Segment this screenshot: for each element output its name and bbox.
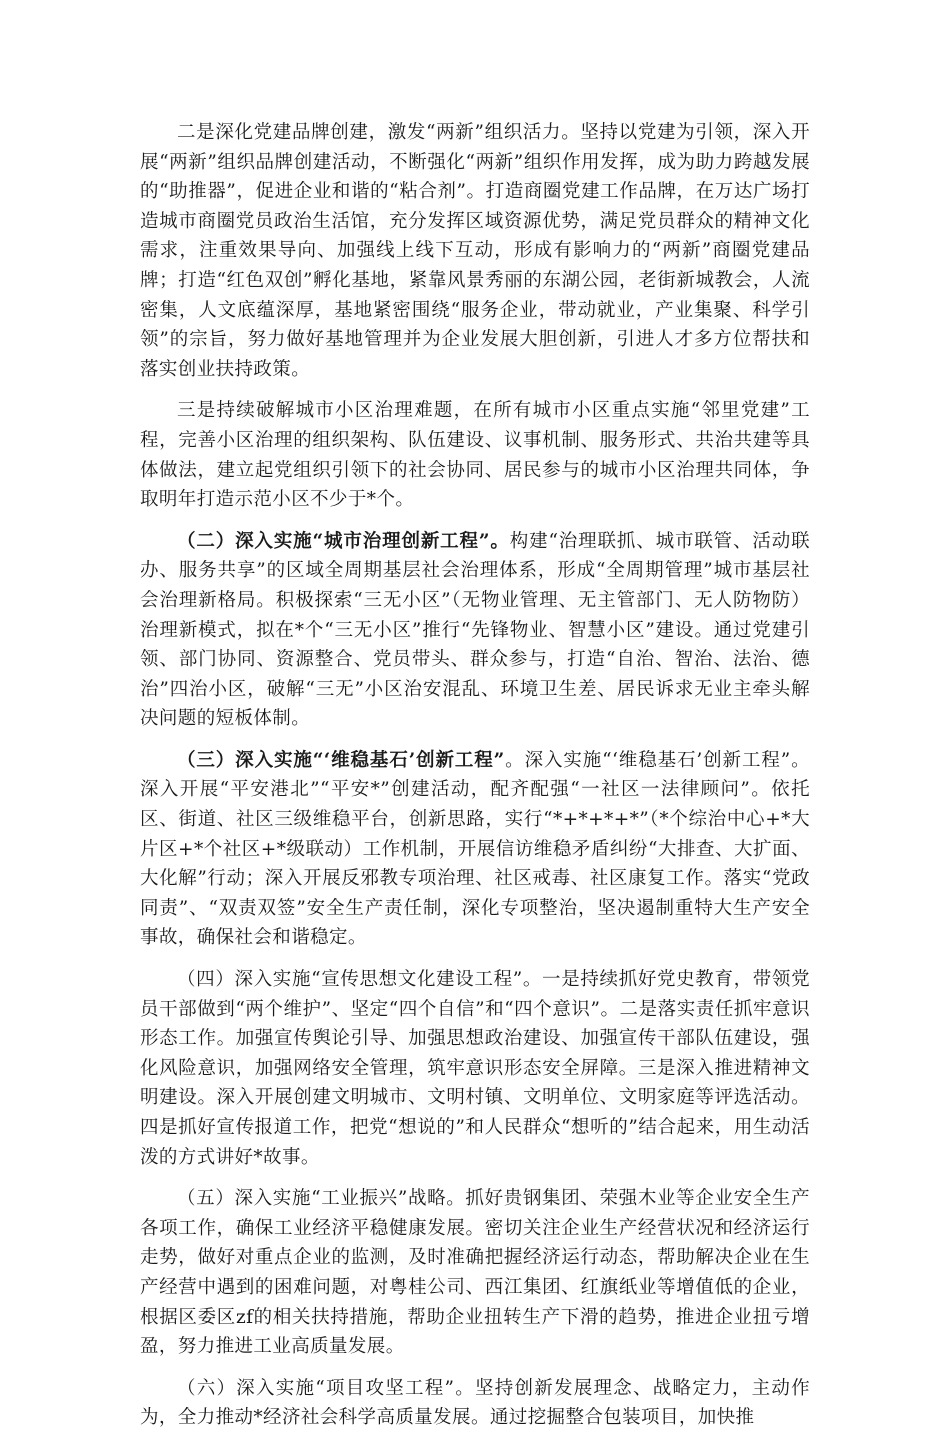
paragraph-4-text: 。深入实施“‘维稳基石’创新工程”。深入开展“平安港北”“平安*”创建活动，配齐配强“一社区一法律顾问”。依托区、街道、社区三级维稳平台，创新思路，实行“*+*+*+*”（*个综治中心+*大片区+*个社区+*级联动）工作机制，开展信访维稳矛盾纠纷“大排查、大扩面、大化解”行动；深入开展反邪教专项治理、社区戒毒、社区康复工作。落实“党政同责”、“双责双签”安全生产责任制，深化专项整治，坚决遏制重特大生产安全事故，确保社会和谐稳定。 (140, 749, 810, 949)
paragraph-3 (140, 527, 810, 734)
paragraph-4 (140, 746, 810, 953)
paragraph-7-text: （六）深入实施“项目攻坚工程”。坚持创新发展理念、战略定力，主动作为，全力推动*经济社会科学高质量发展。通过挖掘整合包装项目，加快推 (140, 1377, 810, 1429)
paragraph-3-text: 构建“治理联抓、城市联管、活动联办、服务共享”的区域全周期基层社会治理体系，形成“全周期管理”城市基层社会治理新格局。积极探索“三无小区”（无物业管理、无主管部门、无人防物防）治理新模式，拟在*个“三无小区”推行“先锋物业、智慧小区”建设。通过党建引领、部门协同、资源整合、党员带头、群众参与，打造“自治、智治、法治、德治”四治小区，破解“三无”小区治安混乱、环境卫生差、居民诉求无业主牵头解决问题的短板体制。 (140, 530, 811, 730)
paragraph-1 (140, 118, 810, 384)
paragraph-3-heading: （二）深入实施“城市治理创新工程”。 (177, 530, 510, 552)
paragraph-4-heading: （三）深入实施“‘维稳基石’创新工程” (177, 749, 505, 771)
paragraph-5 (140, 965, 810, 1172)
paragraph-5-text: （四）深入实施“宣传思想文化建设工程”。一是持续抓好党史教育，带领党员干部做到“两个维护”、坚定“四个自信”和“四个意识”。二是落实责任抓牢意识形态工作。加强宣传舆论引导、加强思想政治建设、加强宣传干部队伍建设，强化风险意识，加强网络安全管理，筑牢意识形态安全屏障。三是深入推进精神文明建设。深入开展创建文明城市、文明村镇、文明单位、文明家庭等评选活动。四是抓好宣传报道工作，把党“想说的”和人民群众“想听的”结合起来，用生动活泼的方式讲好*故事。 (140, 969, 810, 1168)
document-page (140, 118, 810, 1445)
paragraph-1-text: 二是深化党建品牌创建，激发“两新”组织活力。坚持以党建为引领，深入开展“两新”组织品牌创建活动，不断强化“两新”组织作用发挥，成为助力跨越发展的“助推器”，促进企业和谐的“粘合剂”。打造商圈党建工作品牌，在万达广场打造城市商圈党员政治生活馆，充分发挥区域资源优势，满足党员群众的精神文化需求，注重效果导向、加强线上线下互动，形成有影响力的“两新”商圈党建品牌；打造“红色双创”孵化基地，紧靠风景秀丽的东湖公园，老街新城教会，人流密集，人文底蕴深厚，基地紧密围绕“服务企业，带动就业，产业集聚、科学引领”的宗旨，努力做好基地管理并为企业发展大胆创新，引进人才多方位帮扶和落实创业扶持政策。 (140, 122, 810, 380)
paragraph-6 (140, 1184, 810, 1362)
paragraph-2-text: 三是持续破解城市小区治理难题，在所有城市小区重点实施“邻里党建”工程，完善小区治理的组织架构、队伍建设、议事机制、服务形式、共治共建等具体做法，建立起党组织引领下的社会协同、居民参与的城市小区治理共同体，争取明年打造示范小区不少于*个。 (140, 400, 810, 511)
paragraph-2 (140, 396, 810, 514)
paragraph-7 (140, 1374, 810, 1433)
paragraph-6-text: （五）深入实施“工业振兴”战略。抓好贵钢集团、荣强木业等企业安全生产各项工作，确保工业经济平稳健康发展。密切关注企业生产经营状况和经济运行走势，做好对重点企业的监测，及时准确把握经济运行动态，帮助解决企业在生产经营中遇到的困难问题，对粤桂公司、西江集团、红旗纸业等增值低的企业，根据区委区zf的相关扶持措施，帮助企业扭转生产下滑的趋势，推进企业扭亏增盈，努力推进工业高质量发展。 (140, 1188, 810, 1358)
